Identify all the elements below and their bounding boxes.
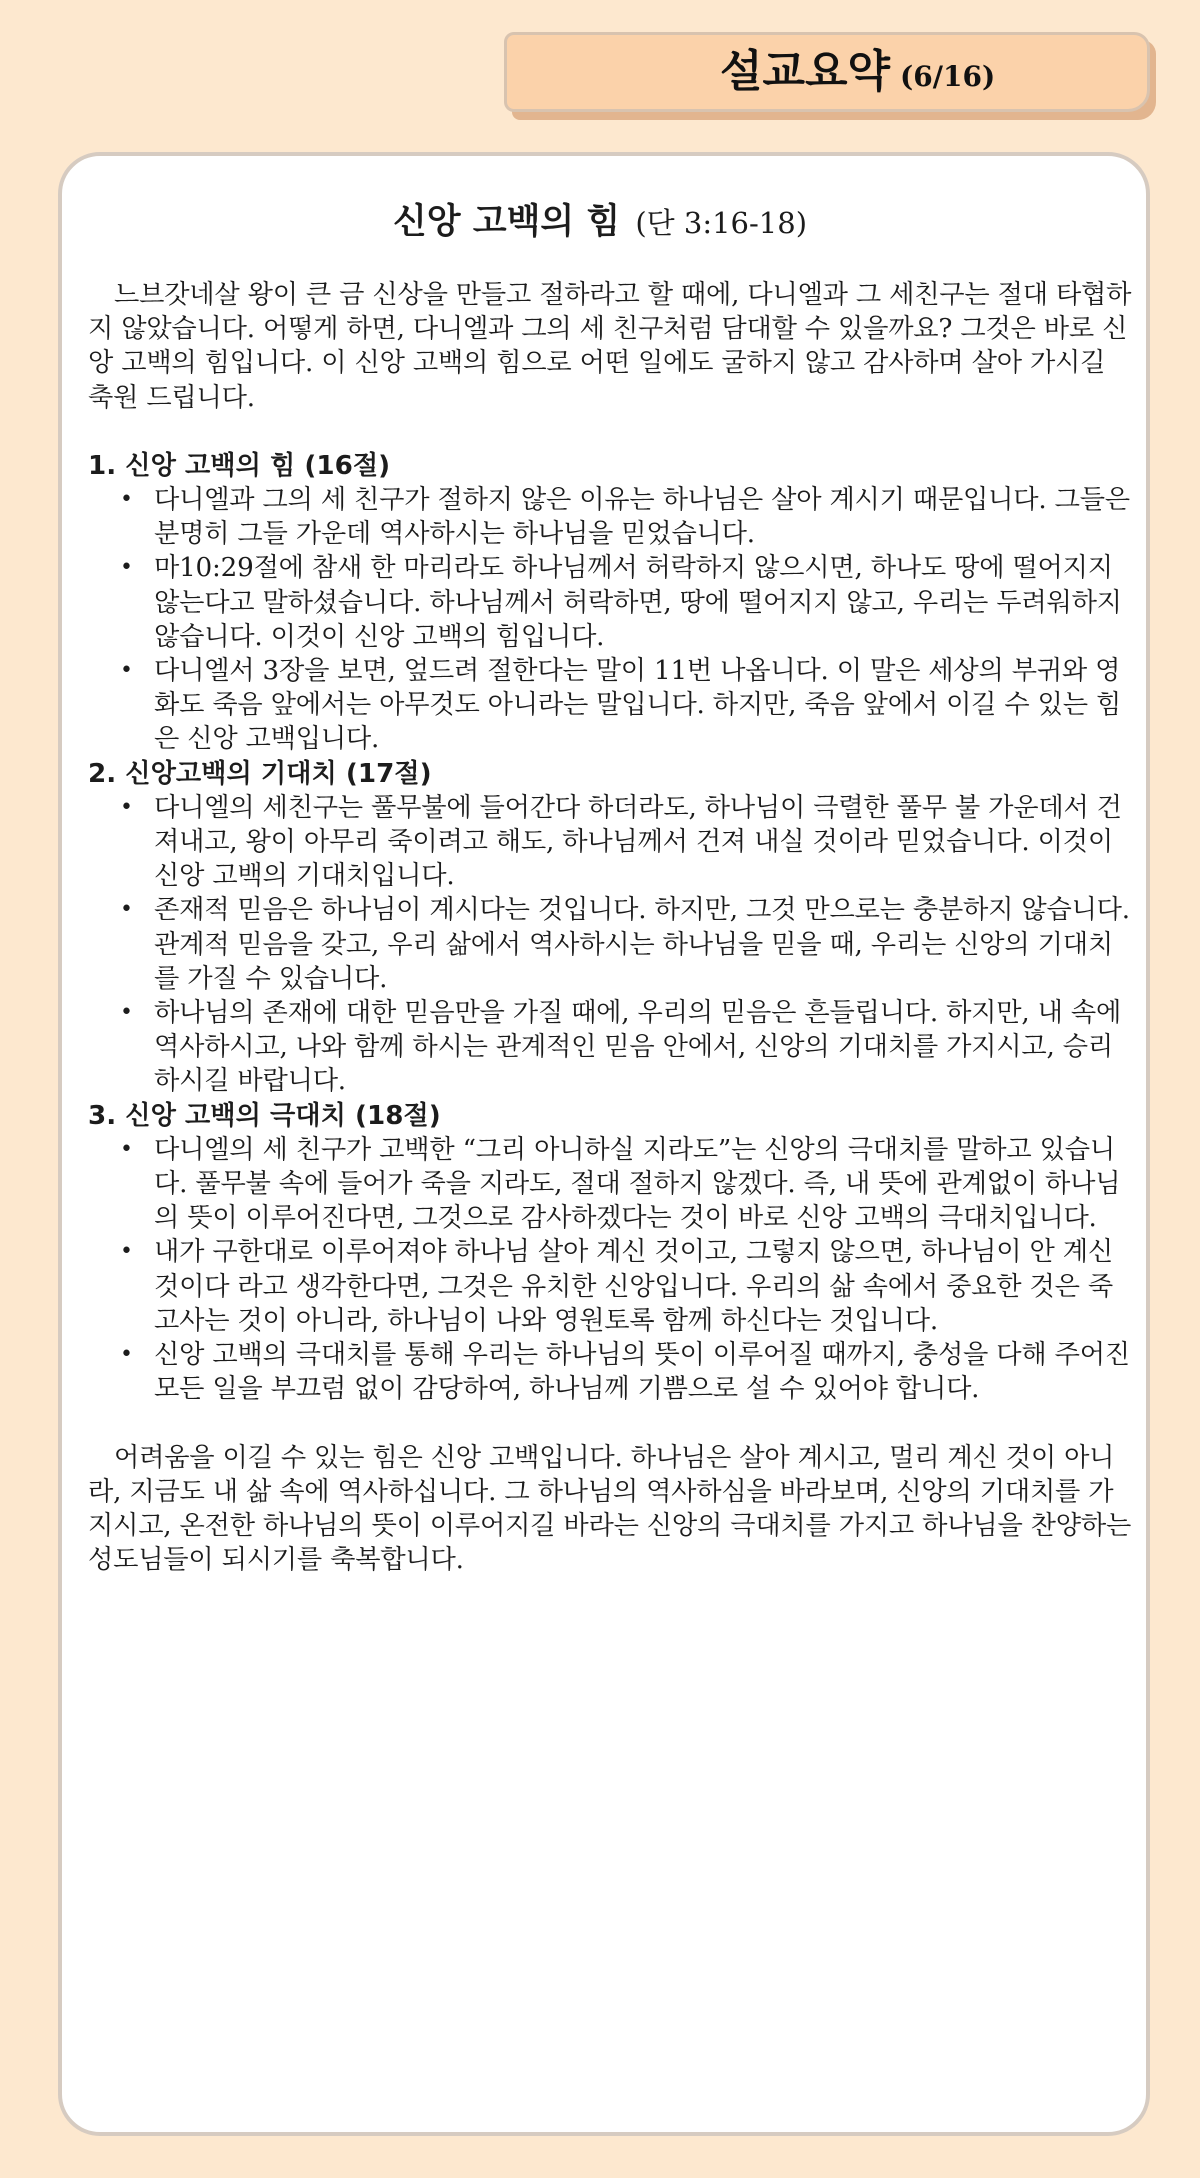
- bullet-item: • 마10:29절에 참새 한 마리라도 하나님께서 허락하지 않으시면, 하나도 땅에 떨어지지 않는다고 말하셨습니다. 하나님께서 허락하면, 땅에 떨어지지 않고, 우리는 두려워하지 않습니다. 이것이 신앙 고백의 힘입니다.: [120, 553, 1122, 652]
- bullet-icon: •: [120, 1239, 133, 1265]
- sermon-title: [0, 197, 1200, 248]
- section-heading: 2. 신앙고백의 기대치 (17절): [88, 758, 432, 789]
- bullet-item: • 존재적 믿음은 하나님이 계시다는 것입니다. 하지만, 그것 만으로는 충분하지 않습니다. 관계적 믿음을 갖고, 우리 삶에서 역사하시는 하나님을 믿을 때, 우리는 신앙의 기대치를 가질 수 있습니다.: [120, 895, 1130, 994]
- closing-paragraph: 어려움을 이길 수 있는 힘은 신앙 고백입니다. 하나님은 살아 계시고, 멀리 계신 것이 아니라, 지금도 내 삶 속에 역사하십니다. 그 하나님의 역사하심을 바라보며, 신앙의 기대치를 가지시고, 온전한 하나님의 뜻이 이루어지길 바라는 신앙의 극대치를 가지고 하나님을 찬양하는 성도님들이 되시기를 축복합니다.: [88, 1442, 1132, 1576]
- bullet-icon: •: [120, 487, 133, 513]
- bullet-list: [88, 1133, 1133, 1407]
- bullet-list: [88, 483, 1133, 757]
- intro-paragraph: 느브갓네살 왕이 큰 금 신상을 만들고 절하라고 할 때에, 다니엘과 그 세친구는 절대 타협하지 않았습니다. 어떻게 하면, 다니엘과 그의 세 친구처럼 담대할 수 있을까요? 그것은 바로 신앙 고백의 힘입니다. 이 신앙 고백의 힘으로 어떤 일에도 굴하지 않고 감사하며 살아 가시길 축원 드립니다.: [88, 280, 1132, 413]
- bullet-item: • 다니엘의 세친구는 풀무불에 들어간다 하더라도, 하나님이 극렬한 풀무 불 가운데서 건져내고, 왕이 아무리 죽이려고 해도, 하나님께서 건져 내실 것이라 믿었습니다. 이것이 신앙 고백의 기대치입니다.: [120, 792, 1122, 892]
- bullet-item: • 다니엘서 3장을 보면, 엎드려 절한다는 말이 11번 나옵니다. 이 말은 세상의 부귀와 영화도 죽음 앞에서는 아무것도 아니라는 말입니다. 하지만, 죽음 앞에서 이길 수 있는 힘은 신앙 고백입니다.: [120, 656, 1122, 755]
- header-title-text: 설교요약: [720, 46, 891, 97]
- bullet-icon: •: [120, 794, 133, 820]
- scripture-reference: (단 3:16-18): [635, 206, 808, 240]
- bullet-item: • 다니엘의 세 친구가 고백한 “그리 아니하실 지라도”는 신앙의 극대치를 말하고 있습니다. 풀무불 속에 들어가 죽을 지라도, 절대 절하지 않겠다. 즉, 내 뜻에 관계없이 하나님의 뜻이 이루어진다면, 그것으로 감사하겠다는 것이 바로 신앙 고백의 극대치입니다.: [120, 1134, 1121, 1234]
- header-date: (6/16): [900, 60, 996, 93]
- section-3: [88, 1099, 1133, 1407]
- bullet-item: • 다니엘과 그의 세 친구가 절하지 않은 이유는 하나님은 살아 계시기 때문입니다. 그들은 분명히 그들 가운데 역사하시는 하나님을 믿었습니다.: [120, 485, 1130, 550]
- bullet-icon: •: [120, 1000, 133, 1026]
- section-1: [88, 449, 1133, 757]
- bullet-icon: •: [120, 1342, 133, 1368]
- sermon-title-text: 신앙 고백의 힘: [392, 202, 621, 242]
- bullet-item: • 하나님의 존재에 대한 믿음만을 가질 때에, 우리의 믿음은 흔들립니다. 하지만, 내 속에 역사하시고, 나와 함께 하시는 관계적인 믿음 안에서, 신앙의 기대치를 가지시고, 승리하시길 바랍니다.: [120, 998, 1122, 1097]
- bullet-icon: •: [120, 658, 133, 684]
- bullet-icon: •: [120, 1136, 133, 1162]
- bullet-icon: •: [120, 555, 133, 581]
- section-heading: 1. 신앙 고백의 힘 (16절): [88, 450, 391, 481]
- bullet-list: [88, 791, 1133, 1099]
- bullet-item: • 신앙 고백의 극대치를 통해 우리는 하나님의 뜻이 이루어질 때까지, 충성을 다해 주어진 모든 일을 부끄럼 없이 감당하여, 하나님께 기쁨으로 설 수 있어야 합니다.: [120, 1340, 1130, 1405]
- sermon-summary-body: [88, 278, 1133, 1577]
- section-2: [88, 757, 1133, 1099]
- section-heading: 3. 신앙 고백의 극대치 (18절): [88, 1100, 441, 1131]
- bullet-item: • 내가 구한대로 이루어져야 하나님 살아 계신 것이고, 그렇지 않으면, 하나님이 안 계신 것이다 라고 생각한다면, 그것은 유치한 신앙입니다. 우리의 삶 속에서 중요한 것은 죽고사는 것이 아니라, 하나님이 나와 영원토록 함께 하신다는 것입니다.: [120, 1237, 1113, 1336]
- bullet-icon: •: [120, 897, 133, 923]
- header-title: [720, 40, 995, 109]
